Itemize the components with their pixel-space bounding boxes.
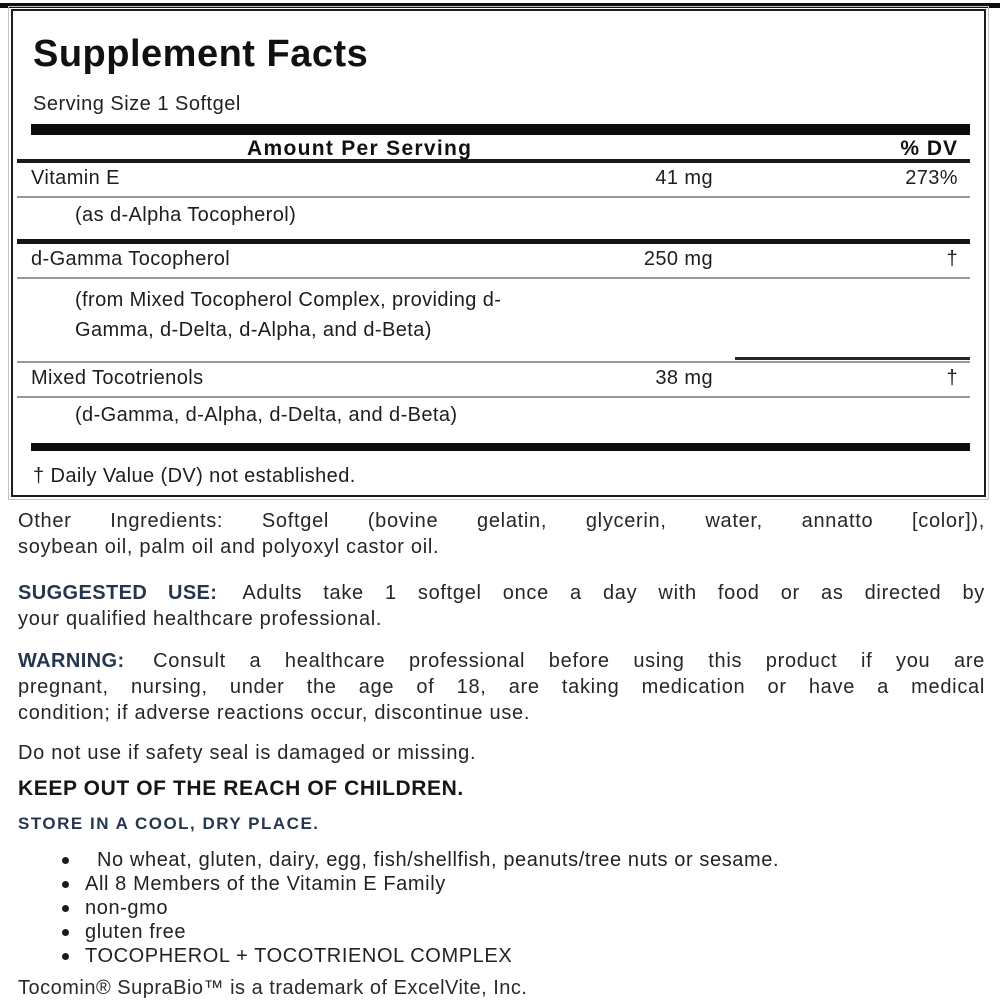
suggested-use-line	[18, 580, 985, 606]
nutrient-detail	[17, 279, 970, 353]
nutrient-amount: 250 mg	[643, 248, 713, 270]
storage-notice: STORE IN A COOL, DRY PLACE.	[18, 814, 320, 833]
list-item-text: TOCOPHEROL + TOCOTRIENOL COMPLEX	[85, 945, 513, 967]
serving-size: Serving Size 1 Softgel	[33, 93, 241, 115]
list-item	[18, 920, 985, 944]
feature-list	[18, 848, 985, 968]
nutrient-detail-line: (from Mixed Tocopherol Complex, providing d-	[75, 289, 502, 311]
column-header-dv: % DV	[900, 137, 958, 160]
nutrient-detail: (as d-Alpha Tocopherol)	[75, 204, 297, 226]
nutrient-name: Mixed Tocotrienols	[31, 367, 204, 389]
nutrient-name: Vitamin E	[31, 167, 120, 189]
warning-label: WARNING:	[18, 650, 125, 672]
list-item-text: No wheat, gluten, dairy, egg, fish/shellfish, peanuts/tree nuts or sesame.	[97, 849, 780, 871]
label-text-block	[18, 508, 985, 1000]
top-border-strip	[0, 3, 1000, 8]
separator-bar-bottom	[31, 443, 970, 451]
nutrient-dv: 273%	[905, 167, 958, 189]
list-item	[18, 872, 985, 896]
dv-footnote: † Daily Value (DV) not established.	[33, 465, 356, 487]
other-ingredients-line: Other Ingredients: Softgel (bovine gelatin, glycerin, water, annatto [color]),	[18, 510, 985, 532]
warning-line	[18, 648, 985, 674]
nutrient-detail: (d-Gamma, d-Alpha, d-Delta, and d-Beta)	[75, 404, 458, 426]
nutrient-dv: †	[946, 248, 958, 270]
warning-line: pregnant, nursing, under the age of 18, are taking medication or have a medical	[18, 676, 985, 698]
other-ingredients	[18, 508, 985, 560]
nutrient-name: d-Gamma Tocopherol	[31, 248, 231, 270]
suggested-use	[18, 580, 985, 632]
nutrient-row-tocotrienols	[17, 363, 970, 396]
nutrient-dv: †	[946, 367, 958, 389]
supplement-facts-panel	[11, 9, 986, 497]
list-item-text: gluten free	[85, 921, 187, 943]
suggested-use-text: Adults take 1 softgel once a day with food or as directed by	[242, 582, 985, 604]
nutrient-row-vitamin-e	[17, 163, 970, 196]
warning-text: Consult a healthcare professional before using this product if you are	[153, 650, 985, 672]
bullet-icon	[62, 953, 69, 960]
nutrient-amount: 38 mg	[655, 367, 713, 389]
bullet-icon	[62, 857, 69, 864]
suggested-use-line: your qualified healthcare professional.	[18, 608, 383, 630]
trademark-notice: Tocomin® SupraBio™ is a trademark of ExcelVite, Inc.	[18, 977, 528, 999]
nutrient-row-gamma-tocopherol	[17, 244, 970, 277]
warning-line: condition; if adverse reactions occur, discontinue use.	[18, 702, 531, 724]
bullet-icon	[62, 905, 69, 912]
table-header-row	[17, 137, 970, 159]
list-item-text: non-gmo	[85, 897, 169, 919]
warning	[18, 648, 985, 726]
keep-out-notice: KEEP OUT OF THE REACH OF CHILDREN.	[18, 777, 464, 800]
separator-bar-top	[31, 124, 970, 135]
list-item	[18, 896, 985, 920]
bullet-icon	[62, 881, 69, 888]
nutrient-detail-line: Gamma, d-Delta, d-Alpha, and d-Beta)	[75, 319, 432, 341]
row-rule	[17, 361, 970, 363]
panel-title: Supplement Facts	[33, 33, 369, 75]
other-ingredients-line: soybean oil, palm oil and polyoxyl castor oil.	[18, 536, 440, 558]
list-item	[18, 848, 985, 872]
column-header-amount: Amount Per Serving	[247, 137, 473, 160]
list-item	[18, 944, 985, 968]
bullet-icon	[62, 929, 69, 936]
list-item-text: All 8 Members of the Vitamin E Family	[85, 873, 446, 895]
nutrient-amount: 41 mg	[655, 167, 713, 189]
suggested-use-label: SUGGESTED USE:	[18, 582, 218, 604]
partial-dark-rule	[735, 357, 970, 360]
safety-seal-notice: Do not use if safety seal is damaged or missing.	[18, 742, 477, 764]
partial-rule	[17, 357, 970, 363]
